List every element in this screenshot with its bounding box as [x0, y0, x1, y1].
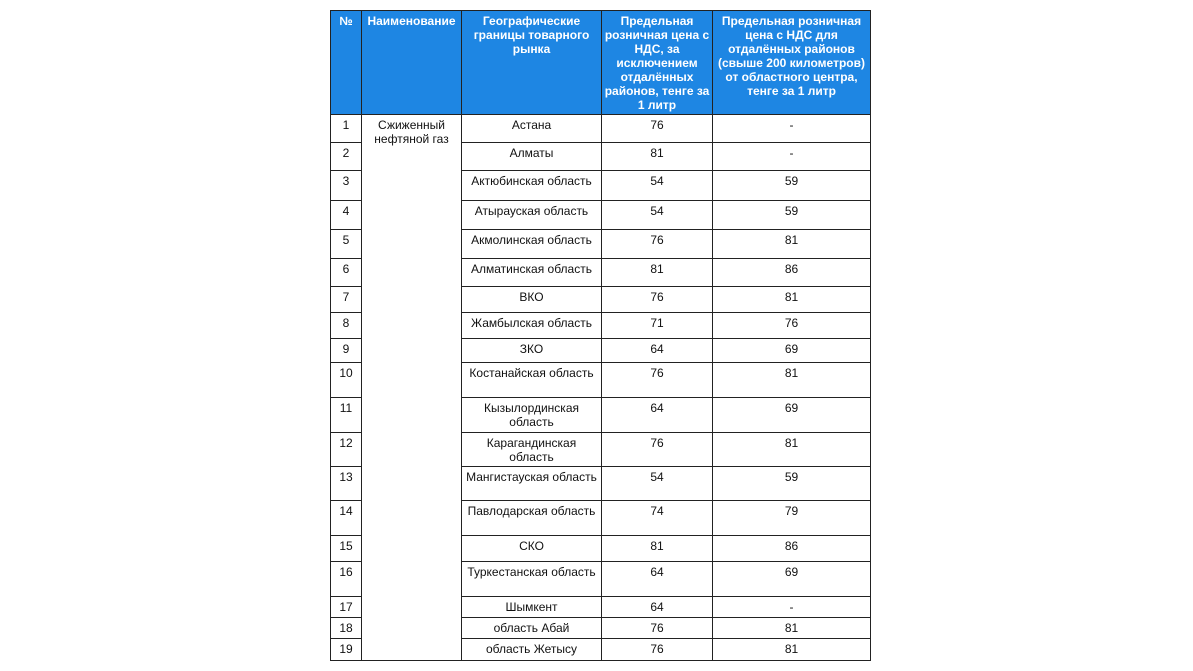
region-cell: СКО	[462, 536, 602, 562]
region-cell: область Абай	[462, 618, 602, 639]
region-cell: Павлодарская область	[462, 501, 602, 536]
header-price-remote: Предельная розничная цена с НДС для отдалённых районов (свыше 200 километров) от областного центра, тенге за 1 литр	[713, 11, 871, 115]
row-number: 7	[331, 287, 362, 313]
price-main-cell: 76	[602, 230, 713, 259]
product-name: Сжиженный нефтяной газ	[362, 115, 462, 661]
region-cell: Мангистауская область	[462, 467, 602, 501]
region-cell: ЗКО	[462, 339, 602, 363]
region-cell: Алматы	[462, 143, 602, 171]
row-number: 10	[331, 363, 362, 398]
price-remote-cell: 81	[713, 287, 871, 313]
price-remote-cell: 69	[713, 562, 871, 597]
row-number: 14	[331, 501, 362, 536]
price-remote-cell: 81	[713, 433, 871, 467]
region-cell: Карагандинская область	[462, 433, 602, 467]
region-cell: Акмолинская область	[462, 230, 602, 259]
price-remote-cell: 69	[713, 398, 871, 433]
region-cell: Туркестанская область	[462, 562, 602, 597]
region-cell: Атырауская область	[462, 201, 602, 230]
price-remote-cell: 76	[713, 313, 871, 339]
price-remote-cell: 81	[713, 639, 871, 661]
header-row	[331, 11, 871, 115]
table-row	[331, 115, 871, 143]
region-cell: Шымкент	[462, 597, 602, 618]
row-number: 8	[331, 313, 362, 339]
table-body	[331, 115, 871, 661]
price-main-cell: 76	[602, 363, 713, 398]
price-remote-cell: 81	[713, 230, 871, 259]
price-main-cell: 54	[602, 467, 713, 501]
row-number: 9	[331, 339, 362, 363]
price-main-cell: 81	[602, 536, 713, 562]
price-remote-cell: 59	[713, 171, 871, 201]
row-number: 16	[331, 562, 362, 597]
region-cell: Алматинская область	[462, 259, 602, 287]
price-main-cell: 76	[602, 115, 713, 143]
price-main-cell: 71	[602, 313, 713, 339]
price-remote-cell: 69	[713, 339, 871, 363]
price-remote-cell: -	[713, 597, 871, 618]
row-number: 4	[331, 201, 362, 230]
row-number: 18	[331, 618, 362, 639]
price-main-cell: 54	[602, 171, 713, 201]
price-main-cell: 81	[602, 143, 713, 171]
row-number: 6	[331, 259, 362, 287]
price-main-cell: 74	[602, 501, 713, 536]
price-main-cell: 64	[602, 597, 713, 618]
row-number: 19	[331, 639, 362, 661]
price-remote-cell: -	[713, 143, 871, 171]
header-price-main: Предельная розничная цена с НДС, за исключением отдалённых районов, тенге за 1 литр	[602, 11, 713, 115]
row-number: 15	[331, 536, 362, 562]
price-remote-cell: -	[713, 115, 871, 143]
header-num: №	[331, 11, 362, 115]
header-name: Наименование	[362, 11, 462, 115]
row-number: 12	[331, 433, 362, 467]
price-remote-cell: 79	[713, 501, 871, 536]
price-remote-cell: 81	[713, 618, 871, 639]
header-region: Географические границы товарного рынка	[462, 11, 602, 115]
price-main-cell: 64	[602, 398, 713, 433]
price-main-cell: 76	[602, 433, 713, 467]
price-remote-cell: 86	[713, 259, 871, 287]
row-number: 2	[331, 143, 362, 171]
row-number: 17	[331, 597, 362, 618]
price-remote-cell: 86	[713, 536, 871, 562]
price-main-cell: 76	[602, 618, 713, 639]
price-remote-cell: 59	[713, 467, 871, 501]
price-main-cell: 64	[602, 339, 713, 363]
row-number: 11	[331, 398, 362, 433]
price-remote-cell: 59	[713, 201, 871, 230]
price-main-cell: 76	[602, 287, 713, 313]
region-cell: Астана	[462, 115, 602, 143]
price-main-cell: 64	[602, 562, 713, 597]
price-remote-cell: 81	[713, 363, 871, 398]
price-main-cell: 81	[602, 259, 713, 287]
row-number: 3	[331, 171, 362, 201]
region-cell: Кызылординская область	[462, 398, 602, 433]
price-main-cell: 76	[602, 639, 713, 661]
region-cell: область Жетысу	[462, 639, 602, 661]
price-table	[330, 10, 871, 661]
region-cell: ВКО	[462, 287, 602, 313]
region-cell: Актюбинская область	[462, 171, 602, 201]
region-cell: Жамбылская область	[462, 313, 602, 339]
row-number: 13	[331, 467, 362, 501]
price-main-cell: 54	[602, 201, 713, 230]
row-number: 1	[331, 115, 362, 143]
row-number: 5	[331, 230, 362, 259]
region-cell: Костанайская область	[462, 363, 602, 398]
